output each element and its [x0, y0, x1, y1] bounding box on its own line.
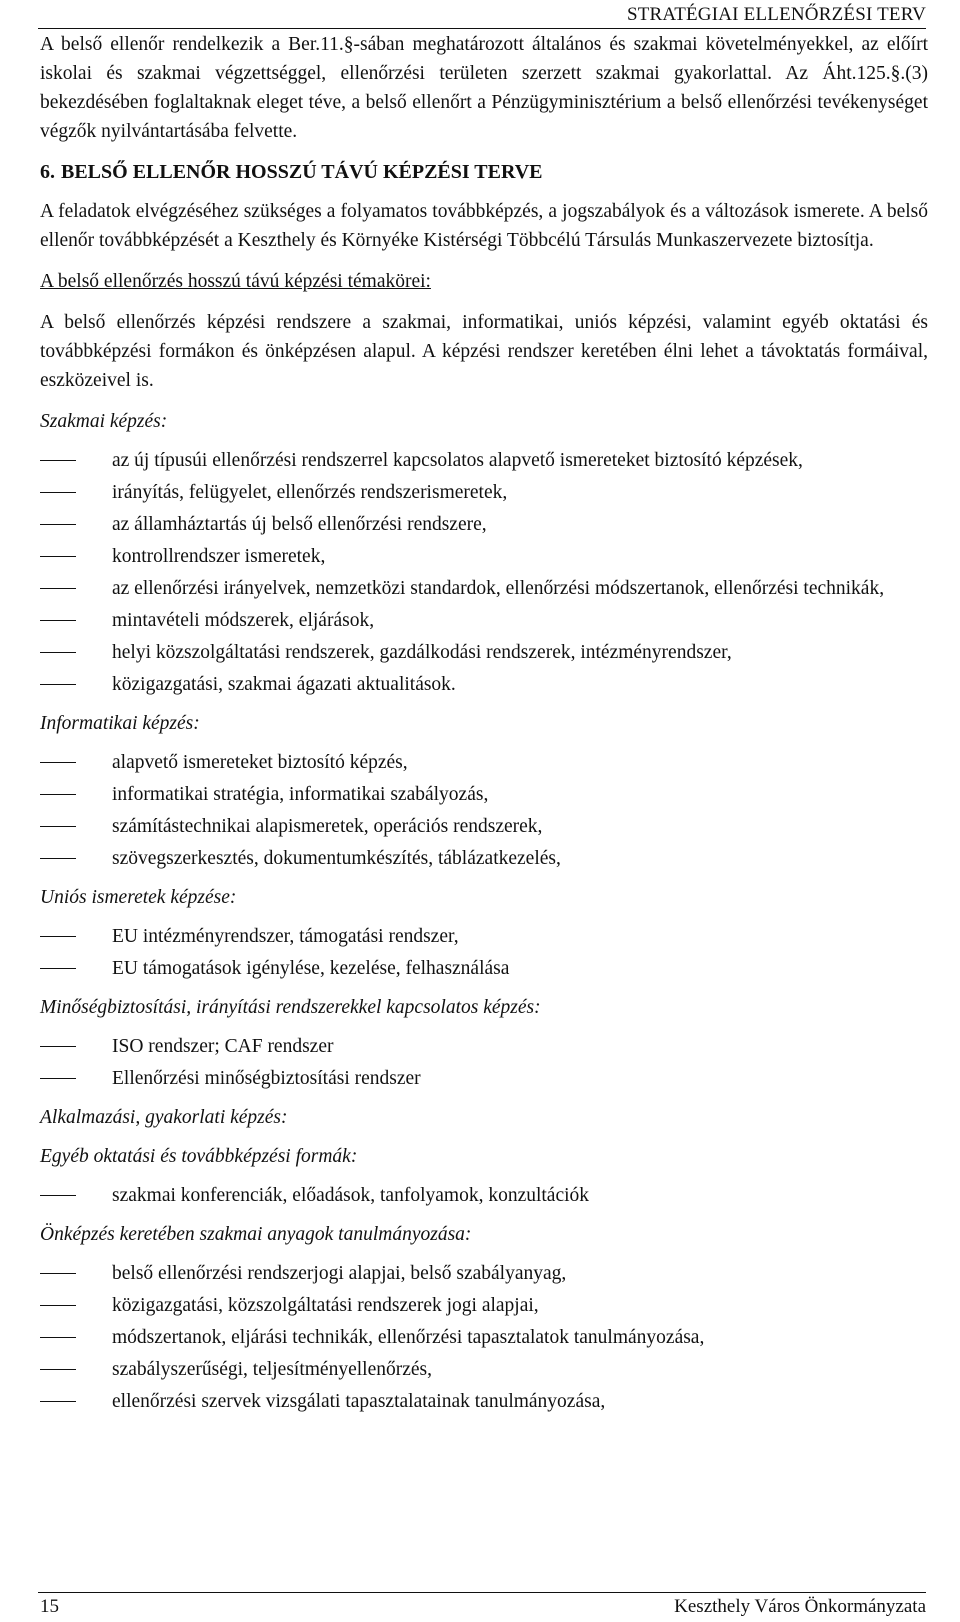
- list-item: kontrollrendszer ismeretek,: [40, 542, 928, 571]
- category-list-minosegbiztositasi: [40, 1032, 928, 1093]
- list-item: informatikai stratégia, informatikai szabályozás,: [40, 780, 928, 809]
- list-item: közigazgatási, közszolgáltatási rendszerek jogi alapjai,: [40, 1291, 928, 1320]
- list-item: alapvető ismereteket biztosító képzés,: [40, 748, 928, 777]
- section-subheading: A belső ellenőrzés hosszú távú képzési témakörei:: [40, 271, 431, 292]
- category-title-alkalmazasi: Alkalmazási, gyakorlati képzés:: [40, 1107, 288, 1128]
- list-item: az államháztartás új belső ellenőrzési rendszere,: [40, 510, 928, 539]
- footer-rule: [38, 1592, 926, 1593]
- category-list-onkepzes: [40, 1259, 928, 1416]
- page-content: [40, 30, 928, 1426]
- running-header: STRATÉGIAI ELLENŐRZÉSI TERV: [626, 4, 926, 25]
- footer-organization: Keszthely Város Önkormányzata: [674, 1596, 926, 1617]
- category-list-unios: [40, 922, 928, 983]
- list-item: az ellenőrzési irányelvek, nemzetközi standardok, ellenőrzési módszertanok, ellenőrzési technikák,: [40, 574, 928, 603]
- list-item: szövegszerkesztés, dokumentumkészítés, táblázatkezelés,: [40, 844, 928, 873]
- category-title-unios: Uniós ismeretek képzése:: [40, 887, 237, 908]
- list-item: mintavételi módszerek, eljárások,: [40, 606, 928, 635]
- section-heading: [40, 158, 928, 187]
- list-item: helyi közszolgáltatási rendszerek, gazdálkodási rendszerek, intézményrendszer,: [40, 638, 928, 667]
- category-title-minosegbiztositasi: Minőségbiztosítási, irányítási rendszerekkel kapcsolatos képzés:: [40, 997, 541, 1018]
- section-paragraph-1: A feladatok elvégzéséhez szükséges a folyamatos továbbképzés, a jogszabályok és a változások ismerete. A belső ellenőr továbbképzését a Keszthely és Környéke Kistérségi Többcélú Társulás Munkaszervezete biztosítja.: [40, 201, 928, 251]
- list-item: közigazgatási, szakmai ágazati aktualitások.: [40, 670, 928, 699]
- list-item: ISO rendszer; CAF rendszer: [40, 1032, 928, 1061]
- category-title-informatikai: Informatikai képzés:: [40, 713, 200, 734]
- list-item: ellenőrzési szervek vizsgálati tapasztalatainak tanulmányozása,: [40, 1387, 928, 1416]
- list-item: Ellenőrzési minőségbiztosítási rendszer: [40, 1064, 928, 1093]
- list-item: szabályszerűségi, teljesítményellenőrzés,: [40, 1355, 928, 1384]
- category-title-onkepzes: Önképzés keretében szakmai anyagok tanulmányozása:: [40, 1224, 472, 1245]
- category-list-szakmai: [40, 446, 928, 699]
- list-item: irányítás, felügyelet, ellenőrzés rendszerismeretek,: [40, 478, 928, 507]
- category-list-informatikai: [40, 748, 928, 873]
- category-list-egyeb: [40, 1181, 928, 1210]
- intro-paragraph: A belső ellenőr rendelkezik a Ber.11.§-sában meghatározott általános és szakmai követelményekkel, az előírt iskolai és szakmai végzettséggel, ellenőrzési területen szerzett szakmai gyakorlattal. Az Áht.125.§.(3) bekezdésében foglaltaknak eleget téve, a belső ellenőrt a Pénzügyminisztérium a belső ellenőrzési tevékenységet végzők nyilvántartásába felvette.: [40, 34, 928, 142]
- list-item: az új típusúi ellenőrzési rendszerrel kapcsolatos alapvető ismereteket biztosító képzések,: [40, 446, 928, 475]
- list-item: szakmai konferenciák, előadások, tanfolyamok, konzultációk: [40, 1181, 928, 1210]
- list-item: EU intézményrendszer, támogatási rendszer,: [40, 922, 928, 951]
- list-item: módszertanok, eljárási technikák, ellenőrzési tapasztalatok tanulmányozása,: [40, 1323, 928, 1352]
- header-rule: [38, 28, 926, 29]
- list-item: EU támogatások igénylése, kezelése, felhasználása: [40, 954, 928, 983]
- section-number: 6.: [40, 161, 55, 183]
- category-title-egyeb: Egyéb oktatási és továbbképzési formák:: [40, 1146, 358, 1167]
- section-paragraph-2: A belső ellenőrzés képzési rendszere a szakmai, informatikai, uniós képzési, valamint egyéb oktatási és továbbképzési formákon és önképzésen alapul. A képzési rendszer keretében élni lehet a távoktatás formáival, eszközeivel is.: [40, 312, 928, 391]
- category-title-szakmai: Szakmai képzés:: [40, 411, 168, 432]
- section-title: BELSŐ ELLENŐR HOSSZÚ TÁVÚ KÉPZÉSI TERVE: [61, 161, 543, 183]
- page-number: 15: [40, 1596, 59, 1617]
- list-item: belső ellenőrzési rendszerjogi alapjai, belső szabályanyag,: [40, 1259, 928, 1288]
- list-item: számítástechnikai alapismeretek, operációs rendszerek,: [40, 812, 928, 841]
